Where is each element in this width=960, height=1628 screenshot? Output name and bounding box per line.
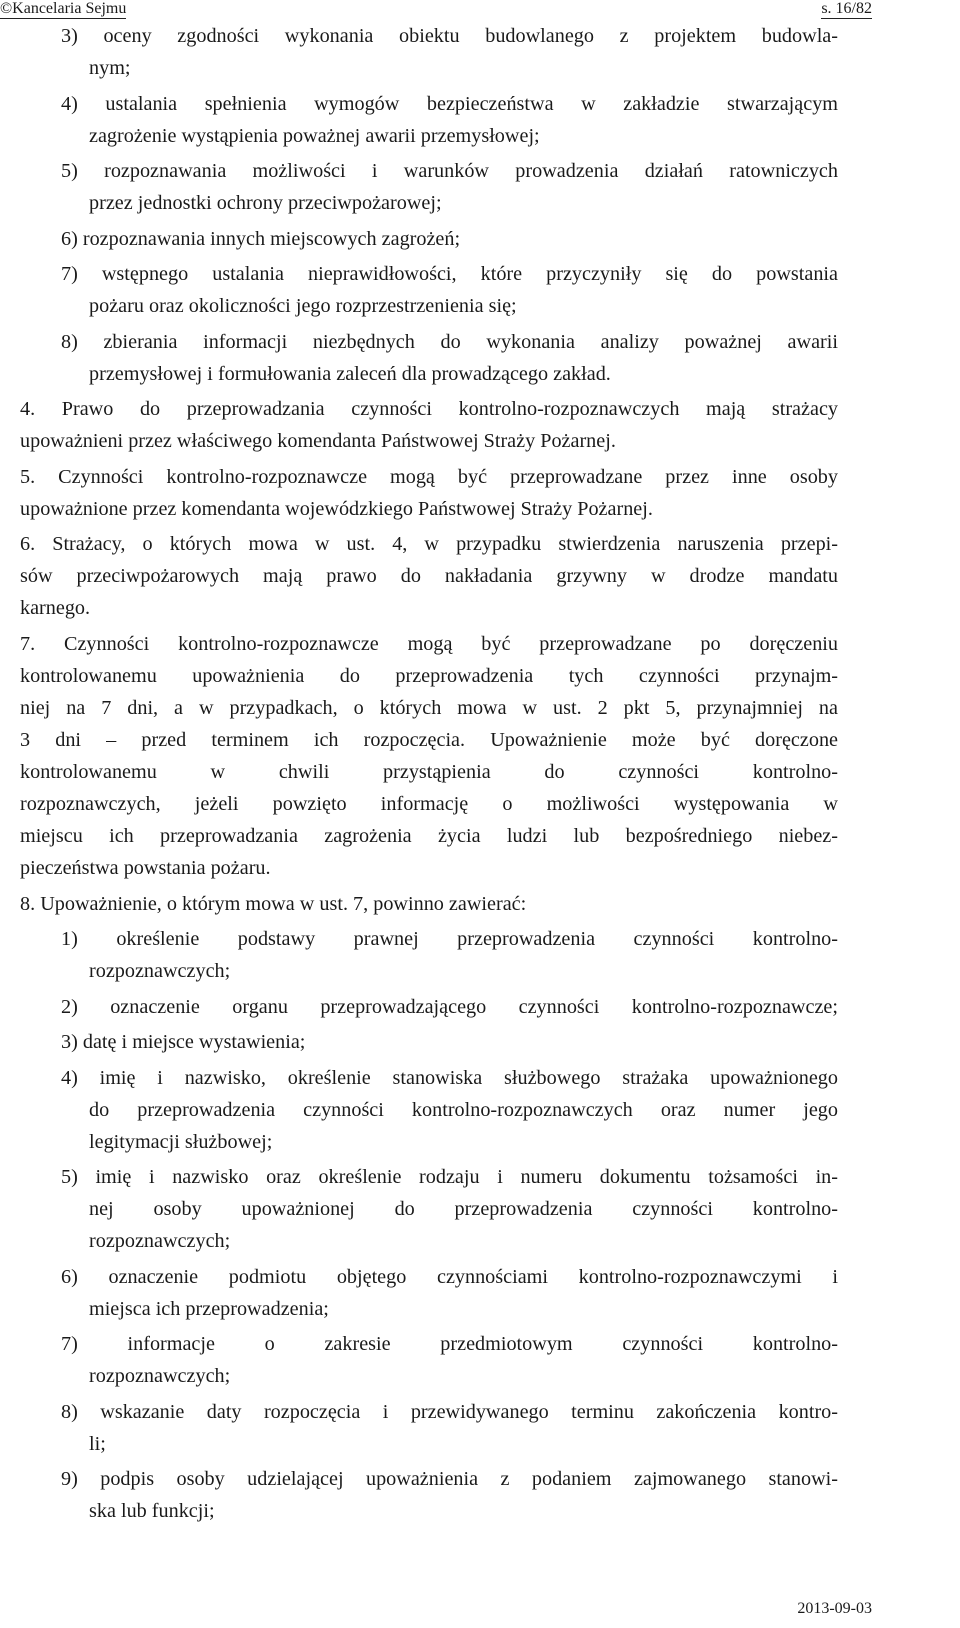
text-line: nej osoby upoważnionej do przeprowadzenia czynności kontrolno- bbox=[89, 1198, 838, 1220]
text-line: miejscu ich przeprowadzania zagrożenia życia ludzi lub bezpośredniego niebez- bbox=[20, 825, 838, 847]
text-line: 8) zbierania informacji niezbędnych do wykonania analizy poważnej awarii bbox=[61, 331, 838, 353]
text-line: 4) imię i nazwisko, określenie stanowiska służbowego strażaka upoważnionego bbox=[61, 1067, 838, 1089]
text-line: rozpoznawczych; bbox=[89, 1230, 231, 1252]
text-line: kontrolowanemu upoważnienia do przeprowadzenia tych czynności przynajm- bbox=[20, 665, 838, 687]
text-line: niej na 7 dni, a w przypadkach, o których mowa w ust. 2 pkt 5, przynajmniej na bbox=[20, 697, 838, 719]
text-line: przez jednostki ochrony przeciwpożarowej; bbox=[89, 192, 442, 214]
text-line: 9) podpis osoby udzielającej upoważnienia z podaniem zajmowanego stanowi- bbox=[61, 1468, 838, 1490]
text-line: sów przeciwpożarowych mają prawo do nakładania grzywny w drodze mandatu bbox=[20, 565, 838, 587]
text-line: rozpoznawczych; bbox=[89, 1365, 231, 1387]
text-line: rozpoznawczych, jeżeli powzięto informację o możliwości występowania w bbox=[20, 793, 838, 815]
text-line: 3 dni – przed terminem ich rozpoczęcia. Upoważnienie może być doręczone bbox=[20, 729, 838, 751]
text-line: ska lub funkcji; bbox=[89, 1500, 215, 1522]
text-line: miejsca ich przeprowadzenia; bbox=[89, 1298, 329, 1320]
text-line: pożaru oraz okoliczności jego rozprzestrzenienia się; bbox=[89, 295, 517, 317]
text-line: 5. Czynności kontrolno-rozpoznawcze mogą być przeprowadzane przez inne osoby bbox=[20, 466, 838, 488]
text-line: 6) oznaczenie podmiotu objętego czynnościami kontrolno-rozpoznawczymi i bbox=[61, 1266, 838, 1288]
text-line: 5) imię i nazwisko oraz określenie rodzaju i numeru dokumentu tożsamości in- bbox=[61, 1166, 838, 1188]
text-line: 4) ustalania spełnienia wymogów bezpieczeństwa w zakładzie stwarzającym bbox=[61, 93, 838, 115]
text-line: rozpoznawczych; bbox=[89, 960, 231, 982]
text-line: 1) określenie podstawy prawnej przeprowadzenia czynności kontrolno- bbox=[61, 928, 838, 950]
text-line: 8. Upoważnienie, o którym mowa w ust. 7, powinno zawierać: bbox=[20, 893, 527, 915]
text-line: 7) wstępnego ustalania nieprawidłowości, które przyczyniły się do powstania bbox=[61, 263, 838, 285]
text-line: 6) rozpoznawania innych miejscowych zagrożeń; bbox=[61, 228, 461, 250]
text-line: upoważnione przez komendanta wojewódzkiego Państwowej Straży Pożarnej. bbox=[20, 498, 653, 520]
text-line: 7. Czynności kontrolno-rozpoznawcze mogą być przeprowadzane po doręczeniu bbox=[20, 633, 838, 655]
text-line: 6. Strażacy, o których mowa w ust. 4, w przypadku stwierdzenia naruszenia przepi- bbox=[20, 533, 838, 555]
text-line: przemysłowej i formułowania zaleceń dla prowadzącego zakład. bbox=[89, 363, 611, 385]
text-line: zagrożenie wystąpienia poważnej awarii przemysłowej; bbox=[89, 125, 540, 147]
text-line: pieczeństwa powstania pożaru. bbox=[20, 857, 271, 879]
text-line: li; bbox=[89, 1433, 106, 1455]
text-line: do przeprowadzenia czynności kontrolno-rozpoznawczych oraz numer jego bbox=[89, 1099, 838, 1121]
text-line: 3) oceny zgodności wykonania obiektu budowlanego z projektem budowla- bbox=[61, 25, 838, 47]
text-line: 5) rozpoznawania możliwości i warunków prowadzenia działań ratowniczych bbox=[61, 160, 838, 182]
page-number: s. 16/82 bbox=[821, 0, 872, 17]
text-line: 3) datę i miejsce wystawienia; bbox=[61, 1031, 306, 1053]
text-line: kontrolowanemu w chwili przystąpienia do czynności kontrolno- bbox=[20, 761, 838, 783]
text-line: 4. Prawo do przeprowadzania czynności kontrolno-rozpoznawczych mają strażacy bbox=[20, 398, 838, 420]
text-line: 7) informacje o zakresie przedmiotowym czynności kontrolno- bbox=[61, 1333, 838, 1355]
text-line: 8) wskazanie daty rozpoczęcia i przewidywanego terminu zakończenia kontro- bbox=[61, 1401, 838, 1423]
text-line: legitymacji służbowej; bbox=[89, 1131, 273, 1153]
text-line: nym; bbox=[89, 57, 131, 79]
text-line: upoważnieni przez właściwego komendanta Państwowej Straży Pożarnej. bbox=[20, 430, 616, 452]
text-line: karnego. bbox=[20, 597, 91, 619]
copyright-label: ©Kancelaria Sejmu bbox=[0, 0, 127, 17]
document-date: 2013-09-03 bbox=[797, 1600, 872, 1617]
text-line: 2) oznaczenie organu przeprowadzającego czynności kontrolno-rozpoznawcze; bbox=[61, 996, 838, 1018]
